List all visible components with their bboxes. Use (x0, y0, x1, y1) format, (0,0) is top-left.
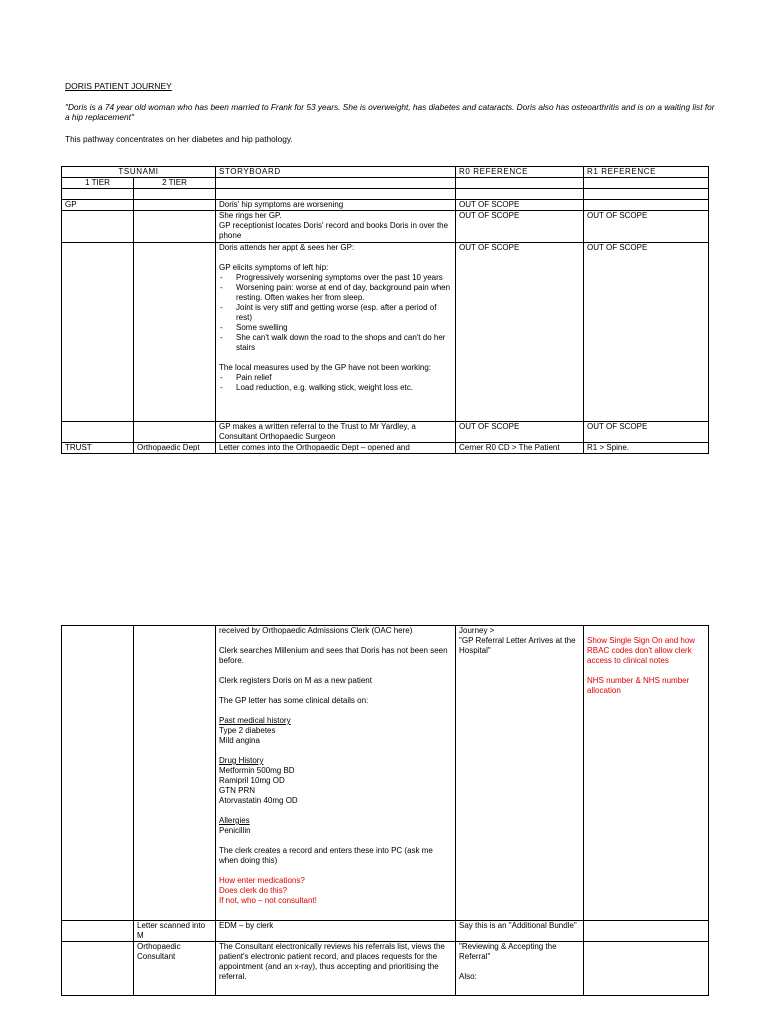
list-item: - Pain relief (219, 373, 452, 383)
list-item: - Worsening pain: worse at end of day, background pain when resting. Often wakes her from sleep. (219, 283, 452, 303)
list-item: - Progressively worsening symptoms over the past 10 years (219, 273, 452, 283)
tsunami-header: TSUNAMI (62, 167, 216, 178)
r1-cell (584, 626, 709, 921)
r1-cell: OUT OF SCOPE (584, 211, 709, 243)
r0-cell: Say this is an "Additional Bundle" (456, 921, 584, 942)
table-row (62, 200, 709, 211)
table-row (62, 443, 709, 454)
question-note: Does clerk do this? (219, 886, 288, 895)
r1-cell: R1 > Spine. (584, 443, 709, 454)
symptom-list (219, 273, 452, 353)
storyboard-cell: GP makes a written referral to the Trust to Mr Yardley, a Consultant Orthopaedic Surgeon (216, 422, 456, 443)
table-row (62, 211, 709, 243)
r0-cell: Cerner R0 CD > The Patient (456, 443, 584, 454)
sso-note: Show Single Sign On and how RBAC codes don't allow clerk access to clinical notes (587, 636, 696, 665)
r1-cell: OUT OF SCOPE (584, 243, 709, 422)
r0-cell: OUT OF SCOPE (456, 211, 584, 243)
table-row (62, 942, 709, 996)
list-item: - Joint is very stiff and getting worse (esp. after a period of rest) (219, 303, 452, 323)
storyboard-cell: She rings her GP. GP receptionist locates Doris' record and books Doris in over the phone (216, 211, 456, 243)
r0-header: R0 REFERENCE (456, 167, 584, 178)
storyboard-cell: The Consultant electronically reviews his referrals list, views the patient's electronic patient record, and places requests for the appointment (and an x-ray), thus accepting and prioritising the referral. (216, 942, 456, 996)
r0-cell: "Reviewing & Accepting the Referral" Also: (456, 942, 584, 996)
tier1-header: 1 TIER (62, 178, 134, 189)
storyboard-cell: Letter comes into the Orthopaedic Dept – opened and (216, 443, 456, 454)
allergy-heading: Allergies (219, 816, 250, 825)
r0-cell: Journey > "GP Referral Letter Arrives at the Hospital" (456, 626, 584, 921)
tier-row (62, 178, 709, 189)
question-note: How enter medications? (219, 876, 305, 885)
table-row (62, 422, 709, 443)
document-title: DORIS PATIENT JOURNEY (65, 81, 172, 91)
storyboard-cell: EDM – by clerk (216, 921, 456, 942)
pmh-heading: Past medical history (219, 716, 291, 725)
journey-table-part1 (61, 166, 709, 454)
measures-list (219, 373, 452, 393)
pathway-focus: This pathway concentrates on her diabetes and hip pathology. (65, 134, 293, 144)
list-item: - Load reduction, e.g. walking stick, weight loss etc. (219, 383, 452, 393)
r1-cell: OUT OF SCOPE (584, 422, 709, 443)
spacer-row (62, 189, 709, 200)
storyboard-cell: Doris' hip symptoms are worsening (216, 200, 456, 211)
table-row (62, 626, 709, 921)
tier2-consultant: Orthopaedic Consultant (134, 942, 216, 996)
drug-heading: Drug History (219, 756, 264, 765)
tier2-scanned: Letter scanned into M (134, 921, 216, 942)
list-item: - She can't walk down the road to the shops and can't do her stairs (219, 333, 452, 353)
tier2-header: 2 TIER (134, 178, 216, 189)
journey-table-part2 (61, 625, 709, 996)
nhs-note: NHS number & NHS number allocation (587, 676, 690, 695)
header-row (62, 167, 709, 178)
tier1-trust: TRUST (62, 443, 134, 454)
storyboard-cell: Doris attends her appt & sees her GP: GP elicits symptoms of left hip: - Progressively worsening symptoms over the past 10 years - Worsening pain: worse at end of day, background pain when resting. Often wakes her from sleep. - Joint is very stiff and getting worse (esp. after a period of rest) - Some swelling - She can't walk down the road to the shops and can't do her stairs The local measures used by the GP have not been working: - Pain relief - Load reduction, e.g. walking stick, weight loss etc. (216, 243, 456, 422)
table-row (62, 921, 709, 942)
r0-cell: OUT OF SCOPE (456, 200, 584, 211)
r0-cell: OUT OF SCOPE (456, 422, 584, 443)
intro-quote: "Doris is a 74 year old woman who has been married to Frank for 53 years. She is overweight, has diabetes and cataracts. Doris also has osteoarthritis and is on a waiting list for a hip replacement" (65, 102, 715, 122)
storyboard-cell: received by Orthopaedic Admissions Clerk (OAC here) Clerk searches Millenium and sees that Doris has not been seen before. Clerk registers Doris on M as a new patient The GP letter has some clinical details on: Past medical history Type 2 diabetes Mild angina Drug History Metformin 500mg BD Ramipril 10mg OD GTN PRN Atorvastatin 40mg OD Allergies Penicillin The clerk creates a record and enters these into PC (ask me when doing this) How enter medications? Does clerk do this? If not, who – not consultant! (216, 626, 456, 921)
list-item: - Some swelling (219, 323, 452, 333)
storyboard-header: STORYBOARD (216, 167, 456, 178)
tier1-gp: GP (62, 200, 134, 211)
r0-cell: OUT OF SCOPE (456, 243, 584, 422)
tier2-ortho: Orthopaedic Dept (134, 443, 216, 454)
r1-header: R1 REFERENCE (584, 167, 709, 178)
table-row (62, 243, 709, 422)
question-note: If not, who – not consultant! (219, 896, 317, 905)
